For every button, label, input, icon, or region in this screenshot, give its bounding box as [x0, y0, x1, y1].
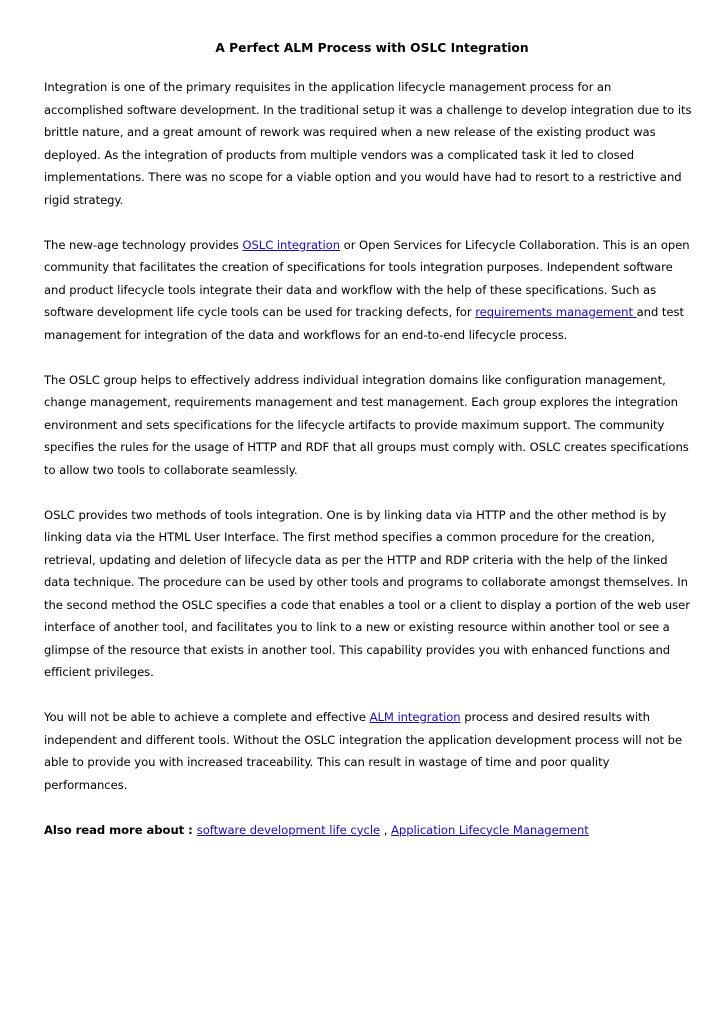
paragraph-intro: [44, 76, 694, 211]
paragraph-integration-methods: [44, 504, 694, 684]
also-read-line: [44, 819, 694, 842]
paragraph-oslc-group: [44, 369, 694, 482]
paragraph-text: Integration is one of the primary requisites in the application lifecycle management process for an accomplished software development. In the traditional setup it was a challenge to develop integration due to its brittle nature, and a great amount of rework was required when a new release of the existing product was deployed. As the integration of products from multiple vendors was a complicated task it led to closed implementations. There was no scope for a viable option and you would have had to resort to a restrictive and rigid strategy.: [44, 80, 692, 207]
also-read-label: Also read more about :: [44, 822, 197, 837]
paragraph-text: and test management for integration of the data and workflows for an end-to-end lifecycle process.: [44, 305, 684, 342]
paragraph-text: The OSLC group helps to effectively address individual integration domains like configuration management, change management, requirements management and test management. Each group explores the integration environment and sets specifications for the lifecycle artifacts to provide maximum support. The community specifies the rules for the usage of HTTP and RDF that all groups must comply with. OSLC creates specifications to allow two tools to collaborate seamlessly.: [44, 372, 689, 477]
paragraph-oslc-technology: [44, 234, 694, 347]
paragraph-alm-conclusion: [44, 706, 694, 796]
paragraph-text: The new-age technology provides: [44, 237, 243, 252]
also-read-separator: ,: [380, 822, 392, 837]
document-page: [44, 38, 694, 864]
alm-integration-link[interactable]: ALM integration: [369, 710, 461, 724]
paragraph-text: OSLC provides two methods of tools integration. One is by linking data via HTTP and the other method is by linking data via the HTML User Interface. The first method specifies a common procedure for the creation, retrieval, updating and deletion of lifecycle data as per the HTTP and RDP criteria with the help of the linked data technique. The procedure can be used by other tools and programs to collaborate amongst themselves. In the second method the OSLC specifies a code that enables a tool or a client to display a portion of the web user interface of another tool, and facilitates you to link to a new or existing resource within another tool or see a glimpse of the resource that exists in another tool. This capability provides you with enhanced functions and efficient privileges.: [44, 507, 690, 679]
paragraph-text: You will not be able to achieve a complete and effective: [44, 710, 370, 724]
requirements-management-link[interactable]: requirements management: [475, 305, 637, 319]
page-title: A Perfect ALM Process with OSLC Integration: [215, 41, 529, 55]
paragraph-text: or Open Services for Lifecycle Collaboration. This is an open community that facilitates the creation of specifications for tools integration purposes. Independent software and product lifecycle tools integrate their data and workflow with the help of these specifications. Such as software development life cycle tools can be used for tracking defects, for: [44, 237, 690, 319]
alm-link[interactable]: Application Lifecycle Management: [391, 822, 589, 837]
sdlc-link[interactable]: software development life cycle: [196, 822, 381, 837]
oslc-integration-link[interactable]: OSLC integration: [242, 237, 341, 252]
paragraph-text: process and desired results with independent and different tools. Without the OSLC integration the application development process will not be able to provide you with increased traceability. This can result in wastage of time and poor quality performances.: [44, 710, 683, 792]
